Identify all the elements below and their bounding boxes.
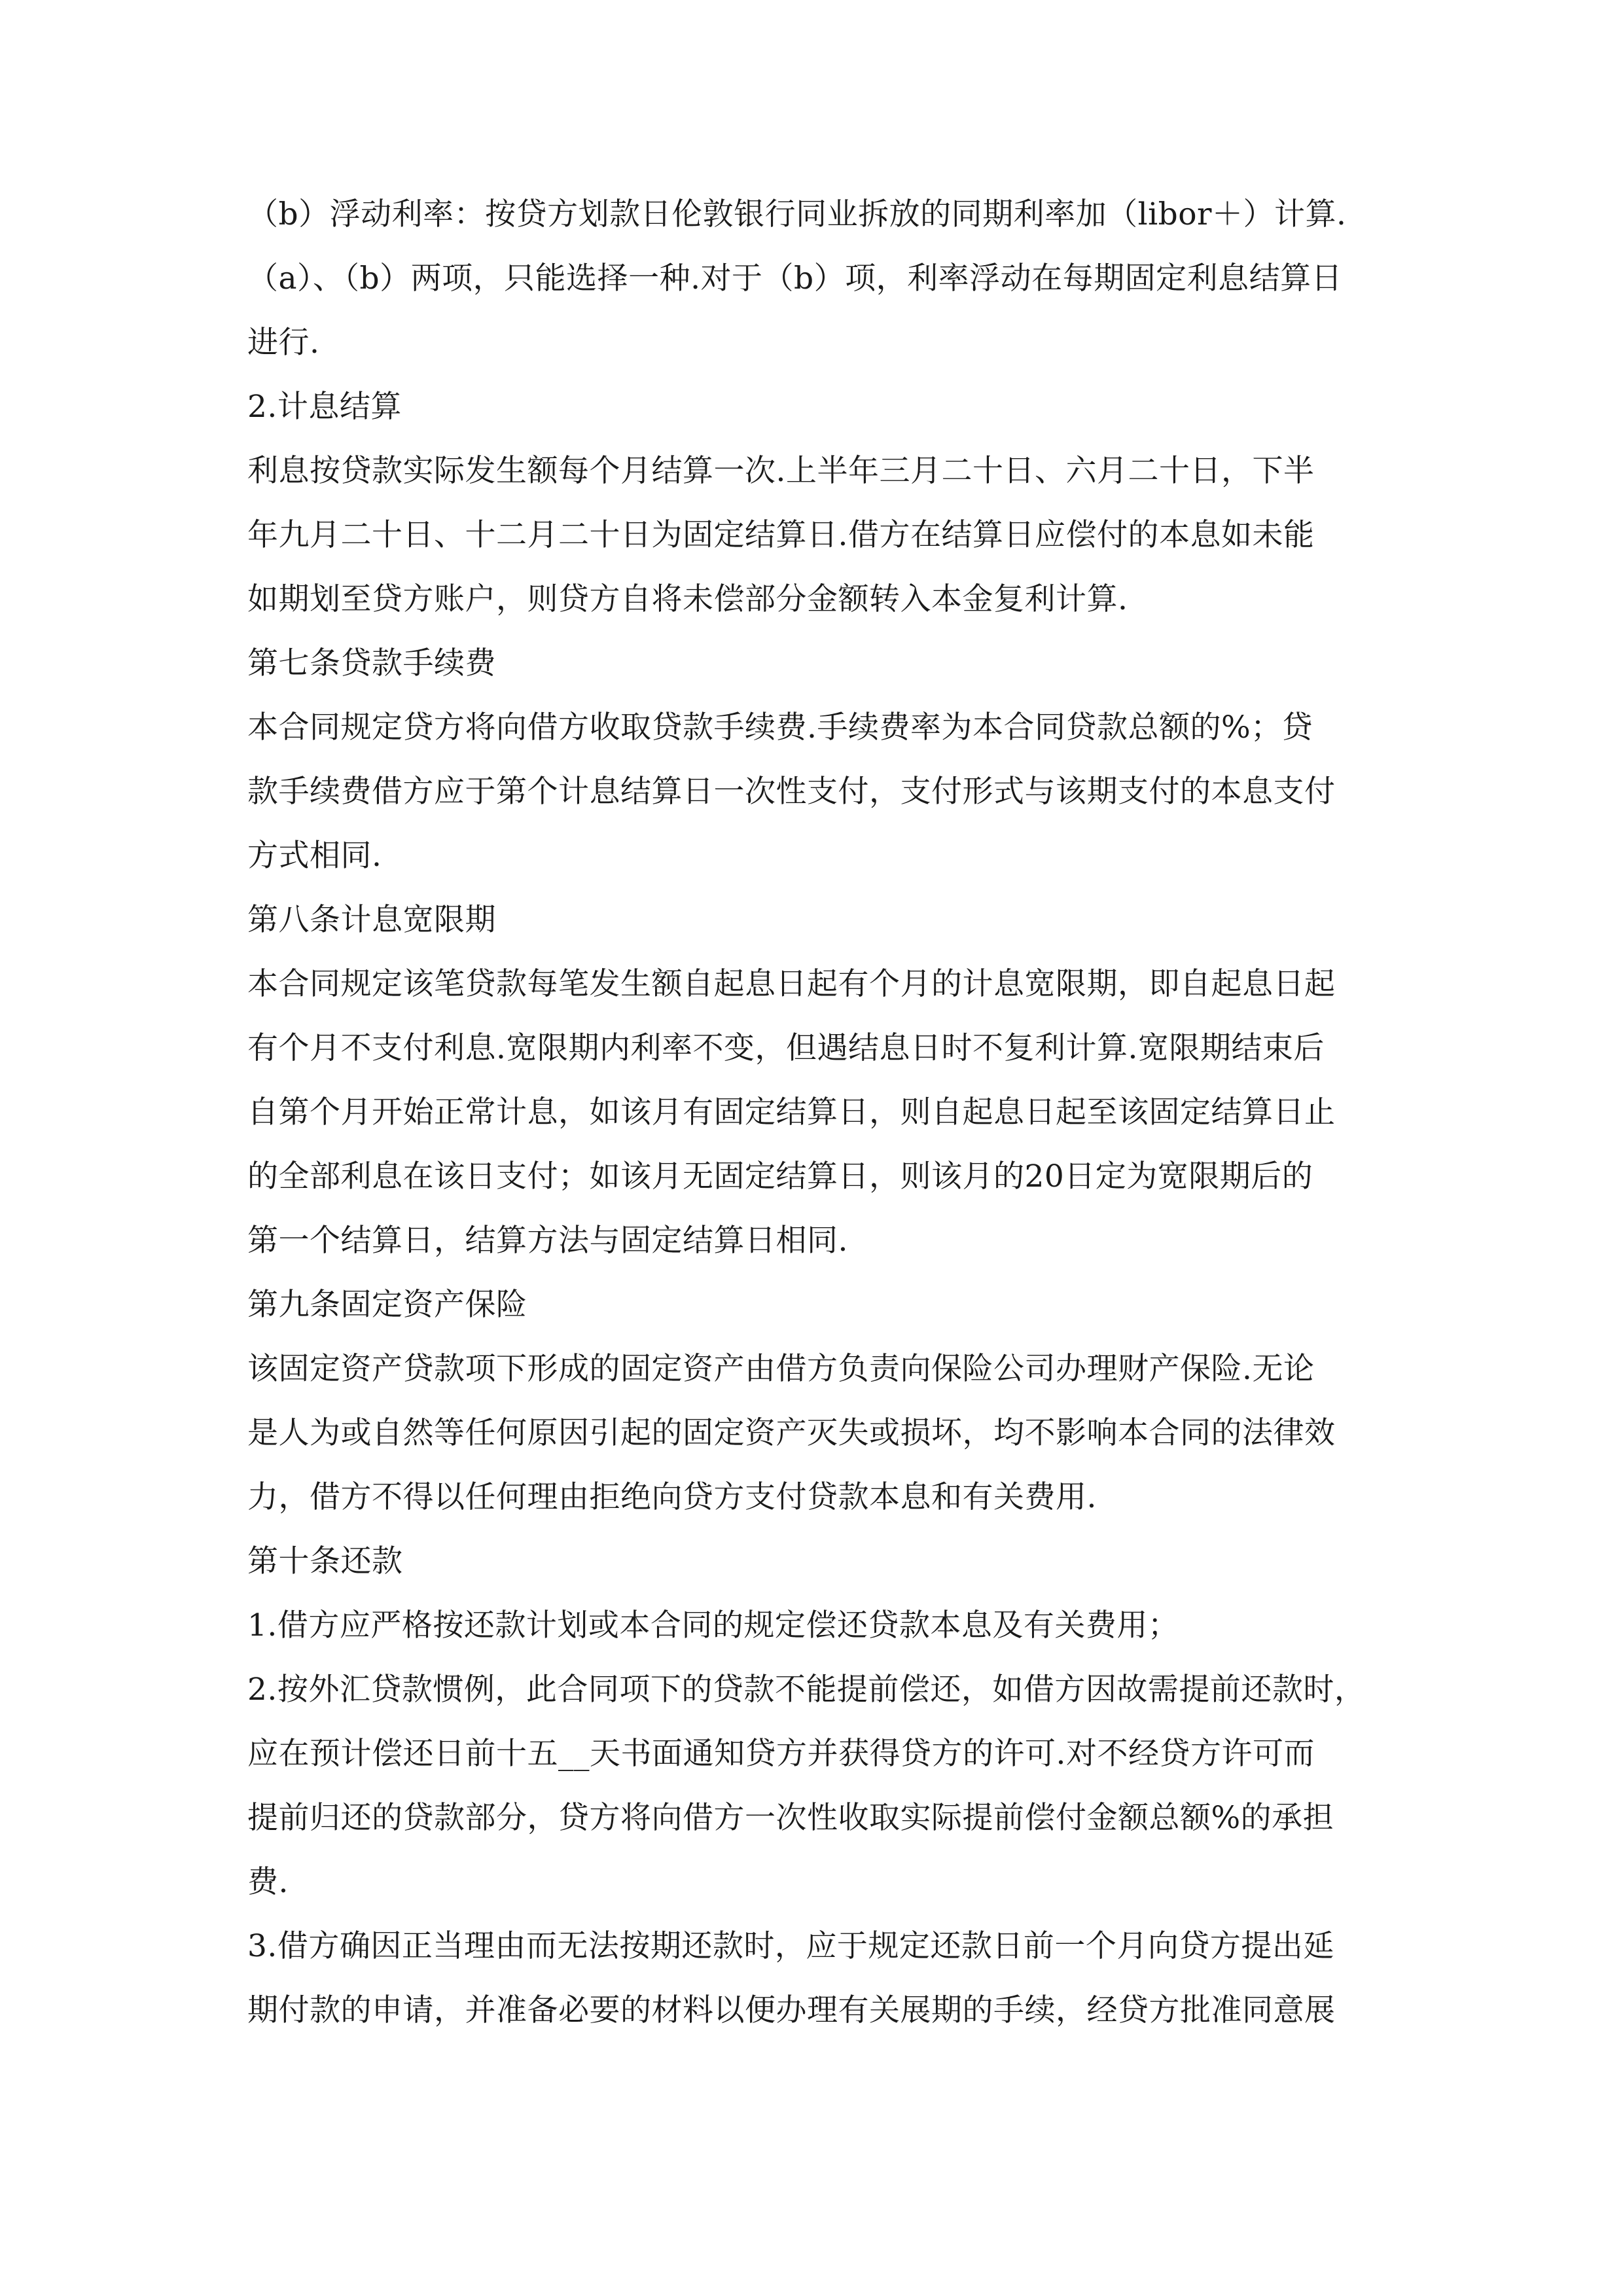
text-line: 该固定资产贷款项下形成的固定资产由借方负责向保险公司办理财产保险.无论 (247, 1351, 1315, 1387)
text-line: 利息按贷款实际发生额每个月结算一次.上半年三月二十日、六月二十日，下半 (247, 453, 1315, 489)
text-line: 是人为或自然等任何原因引起的固定资产灭失或损坏，均不影响本合同的法律效 (247, 1415, 1336, 1451)
article-heading: 第八条计息宽限期 (247, 902, 496, 938)
text-line: 如期划至贷方账户，则贷方自将未偿部分金额转入本金复利计算. (247, 581, 1128, 617)
text-line: 第一个结算日，结算方法与固定结算日相同. (247, 1223, 848, 1259)
text-line: 年九月二十日、十二月二十日为固定结算日.借方在结算日应偿付的本息如未能 (247, 517, 1315, 553)
text-line: 应在预计偿还日前十五__天书面通知贷方并获得贷方的许可.对不经贷方许可而 (247, 1736, 1315, 1772)
text-line: 本合同规定贷方将向借方收取贷款手续费.手续费率为本合同贷款总额的%；贷 (247, 709, 1313, 745)
text-line: 3.借方确因正当理由而无法按期还款时，应于规定还款日前一个月向贷方提出延 (247, 1928, 1334, 1964)
text-line: 力，借方不得以任何理由拒绝向贷方支付贷款本息和有关费用. (247, 1479, 1097, 1515)
text-line: 费. (247, 1864, 289, 1900)
article-heading: 第七条贷款手续费 (247, 645, 496, 681)
text-line: 1.借方应严格按还款计划或本合同的规定偿还贷款本息及有关费用； (247, 1607, 1179, 1643)
text-line: 2.按外汇贷款惯例，此合同项下的贷款不能提前偿还，如借方因故需提前还款时， (247, 1672, 1366, 1708)
text-line: （b）浮动利率：按贷方划款日伦敦银行同业拆放的同期利率加（libor＋）计算. (247, 196, 1347, 232)
text-line: 本合同规定该笔贷款每笔发生额自起息日起有个月的计息宽限期，即自起息日起 (247, 966, 1336, 1002)
article-heading: 第九条固定资产保险 (247, 1287, 527, 1323)
text-line: （a）、（b）两项，只能选择一种.对于（b）项，利率浮动在每期固定利息结算日 (247, 260, 1343, 296)
text-line: 自第个月开始正常计息，如该月有固定结算日，则自起息日起至该固定结算日止 (247, 1094, 1336, 1130)
text-line: 方式相同. (247, 838, 382, 874)
text-line: 期付款的申请，并准备必要的材料以便办理有关展期的手续，经贷方批准同意展 (247, 1992, 1336, 2028)
text-line: 有个月不支付利息.宽限期内利率不变，但遇结息日时不复利计算.宽限期结束后 (247, 1030, 1325, 1066)
text-line: 进行. (247, 325, 320, 361)
text-line: 提前归还的贷款部分，贷方将向借方一次性收取实际提前偿付金额总额%的承担 (247, 1800, 1334, 1836)
text-line: 的全部利息在该日支付；如该月无固定结算日，则该月的20日定为宽限期后的 (247, 1158, 1313, 1194)
text-line: 款手续费借方应于第个计息结算日一次性支付，支付形式与该期支付的本息支付 (247, 774, 1336, 810)
article-heading: 第十条还款 (247, 1543, 403, 1579)
section-heading: 2.计息结算 (247, 389, 402, 425)
